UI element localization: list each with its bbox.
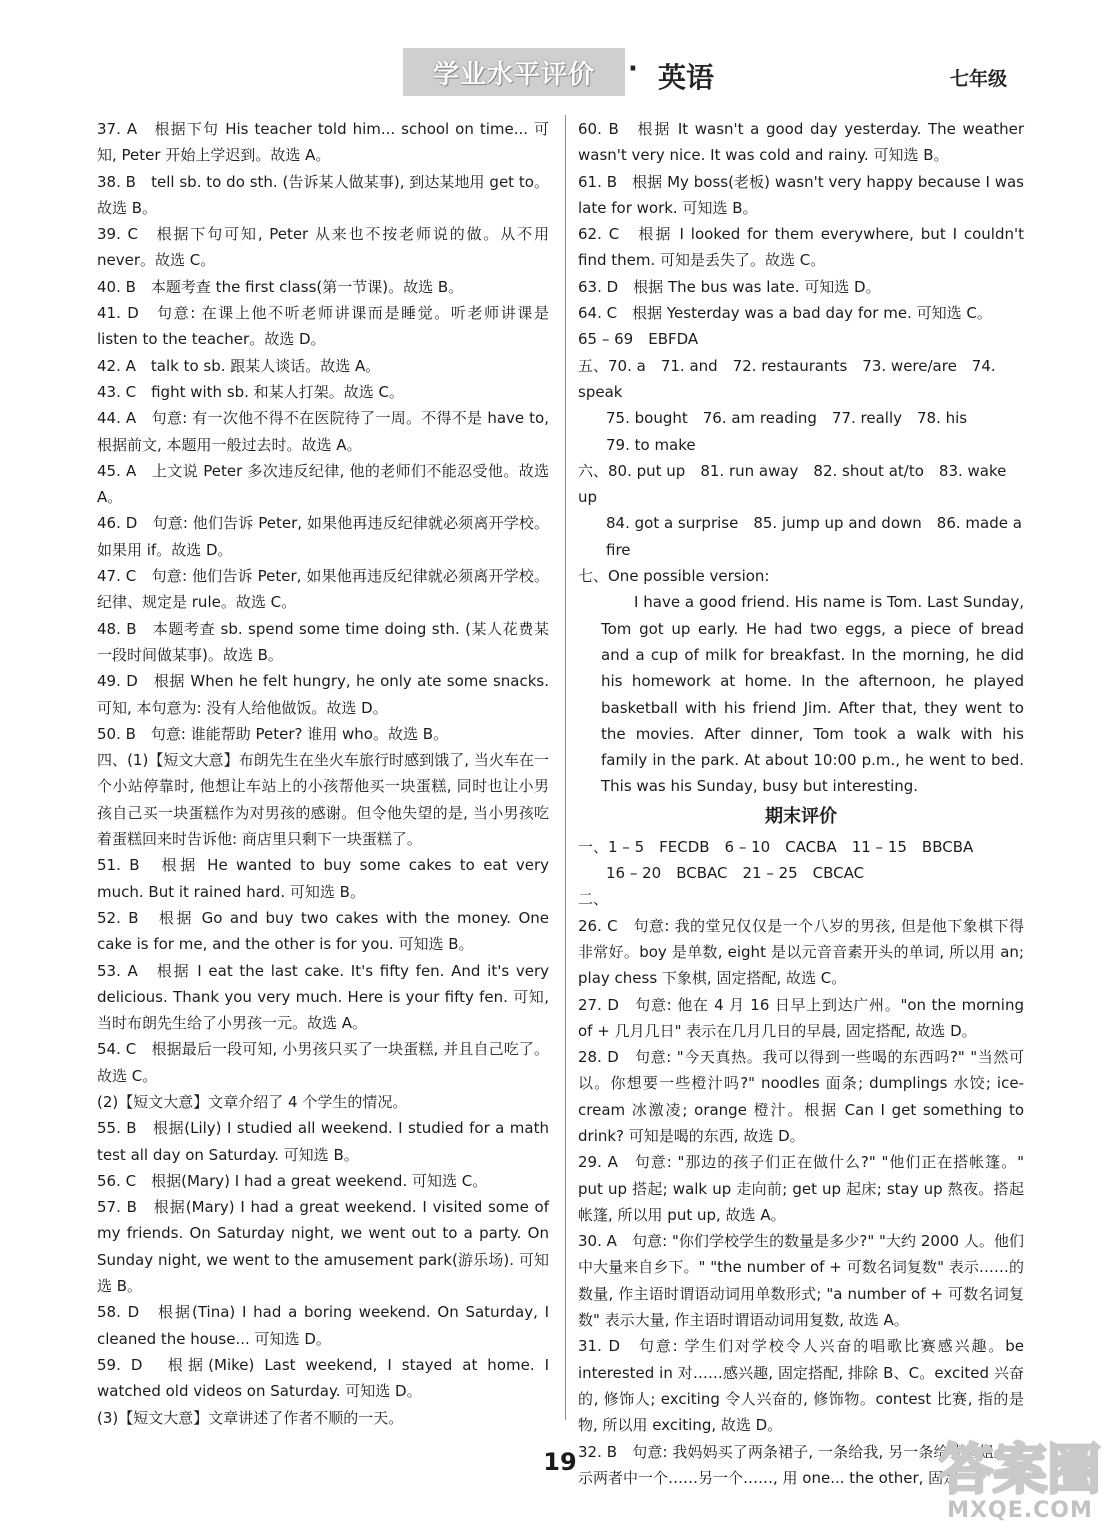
final-evaluation-title: 期末评价	[765, 805, 837, 827]
section-seven	[578, 563, 1024, 800]
answer-26: 26. C 句意: 我的堂兄仅仅是一个八岁的男孩, 但是他下象棋下得非常好。boy 是单数, eight 是以元音音素开头的单词, 所以用 an; play chess 下象棋, 固定搭配, 故选 C。	[578, 916, 1024, 988]
answer-64: 64. C 根据 Yesterday was a bad day for me. 可知选 C。	[578, 304, 992, 323]
answer-65-69: 65 – 69 EBFDA	[578, 330, 699, 349]
answer-30: 30. A 句意: "你们学校学生的数量是多少?" "大约 2000 人。他们中大量来自乡下。" "the number of + 可数名词复数" 表示……的数量, 作主语时谓语动词用单数形式; "a number of + 可数名词复数" 表示大量, 作主语时谓语动词用复数, 故选 A。	[578, 1232, 1024, 1330]
answer-46: 46. D 句意: 他们告诉 Peter, 如果他再违反纪律就必须离开学校。如果用 if。故选 D。	[97, 514, 549, 559]
subject-title: 英语	[658, 61, 715, 94]
series-title: 学业水平评价	[432, 59, 595, 90]
section-five-line-2: 75. bought 76. am reading 77. really 78. his	[606, 409, 968, 428]
passage-summary-4-3: (3)【短文大意】文章讲述了作者不顺的一天。	[97, 1408, 404, 1427]
answer-48: 48. B 本题考查 sb. spend some time doing sth. (某人花费某一段时间做某事)。故选 B。	[97, 619, 549, 664]
answer-63: 63. D 根据 The bus was late. 可知选 D。	[578, 277, 881, 296]
answer-27: 27. D 句意: 他在 4 月 16 日早上到达广州。"on the morning of + 几月几日" 表示在几月几日的早晨, 固定搭配, 故选 D。	[578, 995, 1024, 1040]
answer-47: 47. C 句意: 他们告诉 Peter, 如果他再违反纪律就必须离开学校。纪律、规定是 rule。故选 C。	[97, 567, 549, 612]
watermark-url: MXQE.COM	[947, 1498, 1093, 1523]
answer-60: 60. B 根据 It wasn't a good day yesterday. The weather wasn't very nice. It was cold and rainy. 可知选 B。	[578, 120, 1024, 165]
section-six-line-2: 84. got a surprise 85. jump up and down 86. made a fire	[606, 514, 1022, 559]
section-six	[578, 458, 1024, 563]
answer-52: 52. B 根据 Go and buy two cakes with the money. One cake is for me, and the other is for you. 可知选 B。	[97, 908, 549, 954]
grade-label: 七年级	[950, 68, 1008, 90]
page-header	[0, 48, 1120, 100]
section-six-line-1: 六、80. put up 81. run away 82. shout at/to 83. wake up	[578, 461, 1007, 507]
final-section-two-heading: 二、	[578, 890, 609, 909]
answer-62: 62. C 根据 I looked for them everywhere, but I couldn't find them. 可知是丢失了。故选 C。	[578, 225, 1024, 270]
section-seven-heading: 七、One possible version:	[578, 567, 770, 586]
left-column	[97, 116, 549, 1431]
answer-49: 49. D 根据 When he felt hungry, he only ate some snacks. 可知, 本句意为: 没有人给他做饭。故选 D。	[97, 672, 549, 717]
column-divider	[565, 115, 566, 1420]
series-banner	[403, 48, 625, 96]
answer-32: 32. B 句意: 我妈妈买了两条裙子, 一条给我, 另一条给我堂姐。表示两者中一个……另一个……, 用 one... the other, 固定	[578, 1442, 1024, 1487]
final-section-one-line-1: 一、1 – 5 FECDB 6 – 10 CACBA 11 – 15 BBCBA	[578, 837, 974, 856]
section-five-line-1: 五、70. a 71. and 72. restaurants 73. were/are 74. speak	[578, 356, 996, 401]
answer-55: 55. B 根据(Lily) I studied all weekend. I studied for a math test all day on Saturday. 可知选 B。	[97, 1119, 549, 1164]
answer-38: 38. B tell sb. to do sth. (告诉某人做某事), 到达某地用 get to。故选 B。	[97, 172, 549, 217]
final-section-one-line-2: 16 – 20 BCBAC 21 – 25 CBCAC	[606, 864, 865, 883]
watermark-logo	[930, 1434, 1110, 1502]
watermark-logo-text: 答案圈	[939, 1438, 1101, 1501]
page-number: 19	[543, 1448, 577, 1476]
sample-essay: I have a good friend. His name is Tom. Last Sunday, Tom got up early. He had two eggs, a piece of bread and a cup of milk for breakfast. In the morning, he did his homework at home. In the afternoon, he played basketball with his friend Jim. After that, they went to the movies. After dinner, Tom took a walk with his family in the park. At about 10:00 p.m., he went to bed. This was his Sunday, busy but interesting.	[601, 593, 1024, 796]
answer-29: 29. A 句意: "那边的孩子们正在做什么?" "他们正在搭帐篷。" put up 搭起; walk up 走向前; get up 起床; stay up 熬夜。搭起帐篷, 所以用 put up, 故选 A。	[578, 1153, 1024, 1224]
right-column	[578, 116, 1024, 1491]
answer-42: 42. A talk to sb. 跟某人谈话。故选 A。	[97, 356, 381, 375]
answer-58: 58. D 根据(Tina) I had a boring weekend. On Saturday, I cleaned the house... 可知选 D。	[97, 1303, 549, 1348]
answer-43: 43. C fight with sb. 和某人打架。故选 C。	[97, 382, 404, 401]
answer-40: 40. B 本题考查 the first class(第一节课)。故选 B。	[97, 277, 464, 296]
header-dot: ·	[628, 54, 638, 84]
answer-44: 44. A 句意: 有一次他不得不在医院待了一周。不得不是 have to, 根据前文, 本题用一般过去时。故选 A。	[97, 409, 549, 454]
passage-summary-4-2: (2)【短文大意】文章介绍了 4 个学生的情况。	[97, 1092, 408, 1111]
answer-50: 50. B 句意: 谁能帮助 Peter? 谁用 who。故选 B。	[97, 724, 449, 743]
answer-31: 31. D 句意: 学生们对学校令人兴奋的唱歌比赛感兴趣。be interested in 对……感兴趣, 固定搭配, 排除 B、C。excited 兴奋的, 修饰人; exciting 令人兴奋的, 修饰物。contest 比赛, 指的是物, 所以用 exciting, 故选 D。	[578, 1337, 1024, 1435]
final-section-one	[578, 834, 1024, 887]
answer-45: 45. A 上文说 Peter 多次违反纪律, 他的老师们不能忍受他。故选 A。	[97, 461, 549, 507]
passage-summary-4-1: 四、(1)【短文大意】布朗先生在坐火车旅行时感到饿了, 当火车在一个小站停靠时, 他想让车站上的小孩帮他买一块蛋糕, 同时也让小男孩自己买一块蛋糕作为对男孩的感谢。但令他失望的是, 当小男孩吃着蛋糕回来时告诉他: 商店里只剩下一块蛋糕了。	[97, 751, 549, 849]
answer-39: 39. C 根据下句可知, Peter 从来也不按老师说的做。从不用 never。故选 C。	[97, 225, 549, 270]
answer-57: 57. B 根据(Mary) I had a great weekend. I visited some of my friends. On Saturday night, we went out to a party. On Sunday night, we went to the amusement park(游乐场). 可知选 B。	[97, 1198, 549, 1296]
section-five	[578, 353, 1024, 458]
answer-51: 51. B 根据 He wanted to buy some cakes to eat very much. But it rained hard. 可知选 B。	[97, 856, 549, 901]
answer-37: 37. A 根据下句 His teacher told him... school on time... 可知, Peter 开始上学迟到。故选 A。	[97, 120, 549, 165]
answer-54: 54. C 根据最后一段可知, 小男孩只买了一块蛋糕, 并且自己吃了。故选 C。	[97, 1040, 549, 1085]
answer-61: 61. B 根据 My boss(老板) wasn't very happy because I was late for work. 可知选 B。	[578, 172, 1024, 217]
answer-59: 59. D 根据(Mike) Last weekend, I stayed at home. I watched old videos on Saturday. 可知选 D。	[97, 1355, 549, 1401]
section-five-line-3: 79. to make	[606, 435, 696, 454]
answer-28: 28. D 句意: "今天真热。我可以得到一些喝的东西吗?" "当然可以。你想要一些橙汁吗?" noodles 面条; dumplings 水饺; ice-cream 冰激凌; orange 橙汁。根据 Can I get something to drink? 可知是喝的东西, 故选 D。	[578, 1048, 1024, 1145]
answer-41: 41. D 句意: 在课上他不听老师讲课而是睡觉。听老师讲课是 listen to the teacher。故选 D。	[97, 304, 549, 349]
answer-56: 56. C 根据(Mary) I had a great weekend. 可知选 C。	[97, 1171, 488, 1190]
answer-53: 53. A 根据 I eat the last cake. It's fifty fen. And it's very delicious. Thank you very much. Here is your fifty fen. 可知, 当时布朗先生给了小男孩一元。故选 A。	[97, 961, 549, 1033]
